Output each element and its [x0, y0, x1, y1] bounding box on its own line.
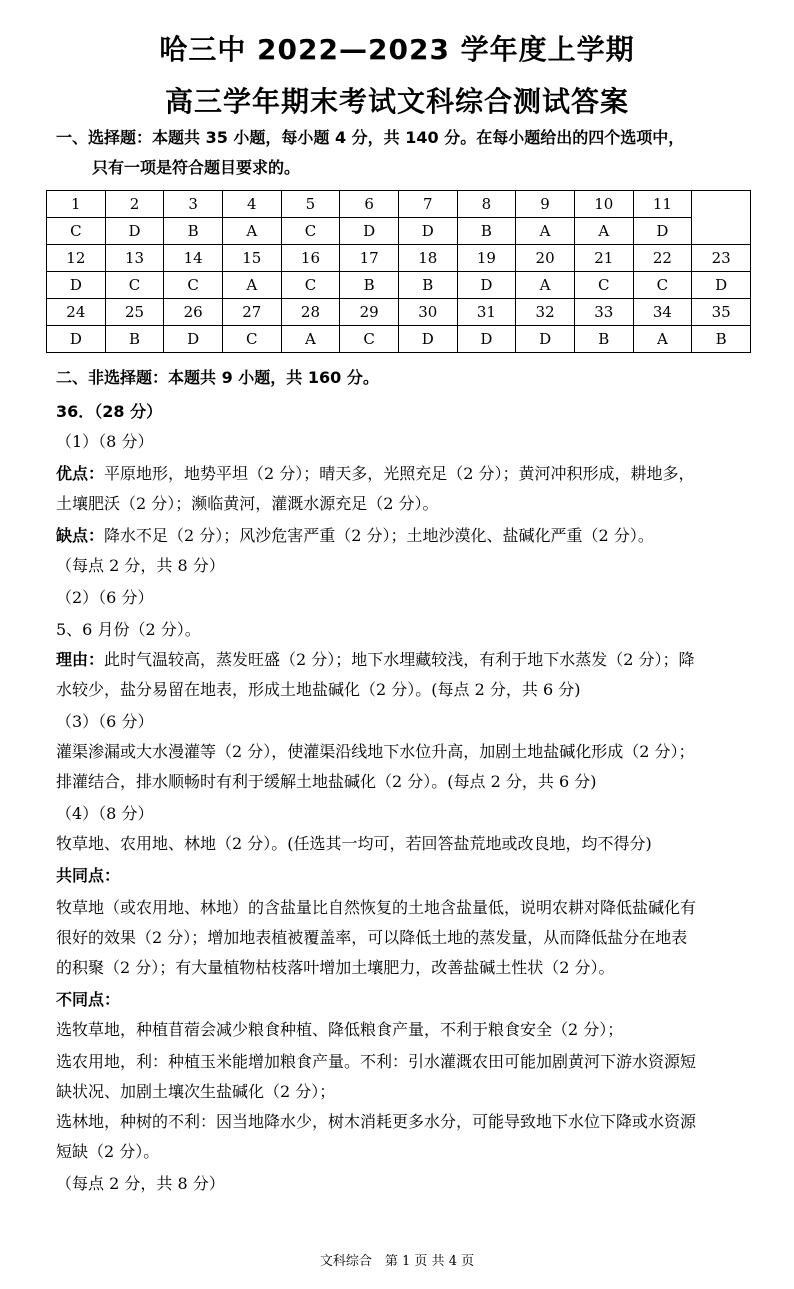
answer-cell: A [633, 326, 692, 353]
answer-table [46, 190, 751, 353]
question-number-cell: 30 [398, 299, 457, 326]
answer-cell: D [164, 326, 223, 353]
disadvantages-label: 缺点： [56, 526, 105, 545]
question-number-cell: 8 [457, 191, 516, 218]
question-number-cell: 10 [574, 191, 633, 218]
answer-cell: A [516, 218, 575, 245]
question-number-cell: 6 [340, 191, 399, 218]
answer-row-letters-1 [47, 218, 751, 245]
part-1-scoring: （每点 2 分，共 8 分） [56, 556, 225, 575]
answer-cell: B [692, 326, 751, 353]
answer-cell: A [574, 218, 633, 245]
page-title: 哈三中 2022—2023 学年度上学期 [159, 33, 635, 66]
answer-cell: D [340, 218, 399, 245]
question-number-cell: 15 [222, 245, 281, 272]
question-number-cell: 32 [516, 299, 575, 326]
answer-row-letters-2 [47, 272, 751, 299]
reason-line-2: 水较少，盐分易留在地表，形成土地盐碱化（2 分）。(每点 2 分，共 6 分) [56, 680, 581, 699]
answer-cell: D [457, 326, 516, 353]
empty-cell [692, 191, 751, 245]
common-points-label: 共同点： [56, 866, 121, 885]
question-number-cell: 13 [105, 245, 164, 272]
answer-cell: A [516, 272, 575, 299]
question-number-cell: 4 [222, 191, 281, 218]
part-4-line-1: 牧草地、农用地、林地（2 分）。(任选其一均可，若回答盐荒地或改良地，均不得分) [56, 834, 652, 853]
part-2-month: 5、6 月份（2 分）。 [56, 620, 201, 639]
answer-cell: B [457, 218, 516, 245]
section1-heading-cont: 只有一项是符合题目要求的。 [92, 158, 301, 177]
question-number-cell: 21 [574, 245, 633, 272]
reason-text: 此时气温较高，蒸发旺盛（2 分）；地下水埋藏较浅，有利于地下水蒸发（2 分）；降 [104, 650, 695, 669]
question-number-cell: 33 [574, 299, 633, 326]
disadvantages-line [56, 526, 746, 546]
answer-cell: C [47, 218, 106, 245]
question-number-cell: 2 [105, 191, 164, 218]
question-number-cell: 34 [633, 299, 692, 326]
question-number-cell: 35 [692, 299, 751, 326]
part-2-heading: （2）（6 分） [56, 588, 154, 607]
advantages-line-2: 土壤肥沃（2 分）；濒临黄河，灌溉水源充足（2 分）。 [56, 494, 439, 513]
question-number-cell: 20 [516, 245, 575, 272]
part-3-line-2: 排灌结合，排水顺畅时有利于缓解土地盐碱化（2 分）。(每点 2 分，共 6 分) [56, 772, 597, 791]
answer-cell: D [105, 218, 164, 245]
answer-cell: D [692, 272, 751, 299]
question-number-cell: 9 [516, 191, 575, 218]
answer-cell: D [47, 272, 106, 299]
question-number-cell: 31 [457, 299, 516, 326]
answer-cell: D [457, 272, 516, 299]
answer-cell: D [398, 326, 457, 353]
question-number-cell: 28 [281, 299, 340, 326]
page-subtitle: 高三学年期末考试文科综合测试答案 [164, 85, 629, 118]
answer-row-numbers-1 [47, 191, 751, 218]
answer-cell: C [633, 272, 692, 299]
answer-cell: A [281, 326, 340, 353]
question-number-cell: 23 [692, 245, 751, 272]
section2-heading: 二、非选择题：本题共 9 小题，共 160 分。 [56, 368, 379, 387]
answer-cell: D [633, 218, 692, 245]
advantages-label: 优点： [56, 464, 105, 483]
question-number-cell: 11 [633, 191, 692, 218]
part-4-scoring: （每点 2 分，共 8 分） [56, 1174, 225, 1193]
differences-line-3: 缺状况、加剧土壤次生盐碱化（2 分）； [56, 1082, 336, 1101]
common-points-line-3: 的积聚（2 分）；有大量植物枯枝落叶增加土壤肥力，改善盐碱土性状（2 分）。 [56, 958, 615, 977]
part-4-heading: （4）（8 分） [56, 804, 154, 823]
answer-cell: A [222, 218, 281, 245]
question-number-cell: 7 [398, 191, 457, 218]
answer-cell: B [574, 326, 633, 353]
answer-row-letters-3 [47, 326, 751, 353]
question-number-cell: 17 [340, 245, 399, 272]
answer-cell: B [164, 218, 223, 245]
answer-cell: C [574, 272, 633, 299]
question-number-cell: 18 [398, 245, 457, 272]
question-number-cell: 22 [633, 245, 692, 272]
question-number-cell: 24 [47, 299, 106, 326]
answer-cell: C [222, 326, 281, 353]
common-points-line-1: 牧草地（或农用地、林地）的含盐量比自然恢复的土地含盐量低，说明农耕对降低盐碱化有 [56, 898, 697, 917]
differences-line-4: 选林地，种树的不利：因当地降水少，树木消耗更多水分，可能导致地下水位下降或水资源 [56, 1112, 697, 1131]
answer-cell: D [47, 326, 106, 353]
answer-cell: D [516, 326, 575, 353]
answer-cell: C [164, 272, 223, 299]
part-1-heading: （1）（8 分） [56, 432, 154, 451]
advantages-text: 平原地形，地势平坦（2 分）；晴天多，光照充足（2 分）；黄河冲积形成，耕地多， [104, 464, 695, 483]
reason-label: 理由： [56, 650, 105, 669]
answer-cell: B [398, 272, 457, 299]
question-number-cell: 29 [340, 299, 399, 326]
answer-cell: C [340, 326, 399, 353]
differences-line-1: 选牧草地，种植苜蓿会减少粮食种植、降低粮食产量，不利于粮食安全（2 分）； [56, 1020, 624, 1039]
answer-cell: C [281, 218, 340, 245]
disadvantages-text: 降水不足（2 分）；风沙危害严重（2 分）；土地沙漠化、盐碱化严重（2 分）。 [104, 526, 654, 545]
differences-line-5: 短缺（2 分）。 [56, 1142, 160, 1161]
question-number-cell: 14 [164, 245, 223, 272]
differences-label: 不同点： [56, 990, 121, 1009]
answer-cell: B [340, 272, 399, 299]
part-3-heading: （3）（6 分） [56, 712, 154, 731]
reason-line-1 [56, 650, 746, 670]
question-number-cell: 3 [164, 191, 223, 218]
page-footer: 文科综合 第 1 页 共 4 页 [319, 1254, 475, 1269]
section1-heading: 一、选择题：本题共 35 小题，每小题 4 分，共 140 分。在每小题给出的四个选项中， [56, 128, 685, 147]
question-number-cell: 1 [47, 191, 106, 218]
answer-cell: B [105, 326, 164, 353]
question-number-cell: 16 [281, 245, 340, 272]
differences-line-2: 选农用地，利：种植玉米能增加粮食产量。不利：引水灌溉农田可能加剧黄河下游水资源短 [56, 1052, 697, 1071]
question-number-cell: 27 [222, 299, 281, 326]
question-number-cell: 12 [47, 245, 106, 272]
answer-cell: C [281, 272, 340, 299]
answer-cell: A [222, 272, 281, 299]
common-points-line-2: 很好的效果（2 分）；增加地表植被覆盖率，可以降低土地的蒸发量，从而降低盐分在地表 [56, 928, 688, 947]
answer-row-numbers-2 [47, 245, 751, 272]
advantages-line-1 [56, 464, 746, 484]
question-36-heading: 36．（28 分） [56, 402, 163, 421]
question-number-cell: 19 [457, 245, 516, 272]
answer-row-numbers-3 [47, 299, 751, 326]
part-3-line-1: 灌渠渗漏或大水漫灌等（2 分），使灌渠沿线地下水位升高，加剧土地盐碱化形成（2 分）； [56, 742, 695, 761]
answer-cell: D [398, 218, 457, 245]
answer-cell: C [105, 272, 164, 299]
question-number-cell: 5 [281, 191, 340, 218]
question-number-cell: 25 [105, 299, 164, 326]
question-number-cell: 26 [164, 299, 223, 326]
